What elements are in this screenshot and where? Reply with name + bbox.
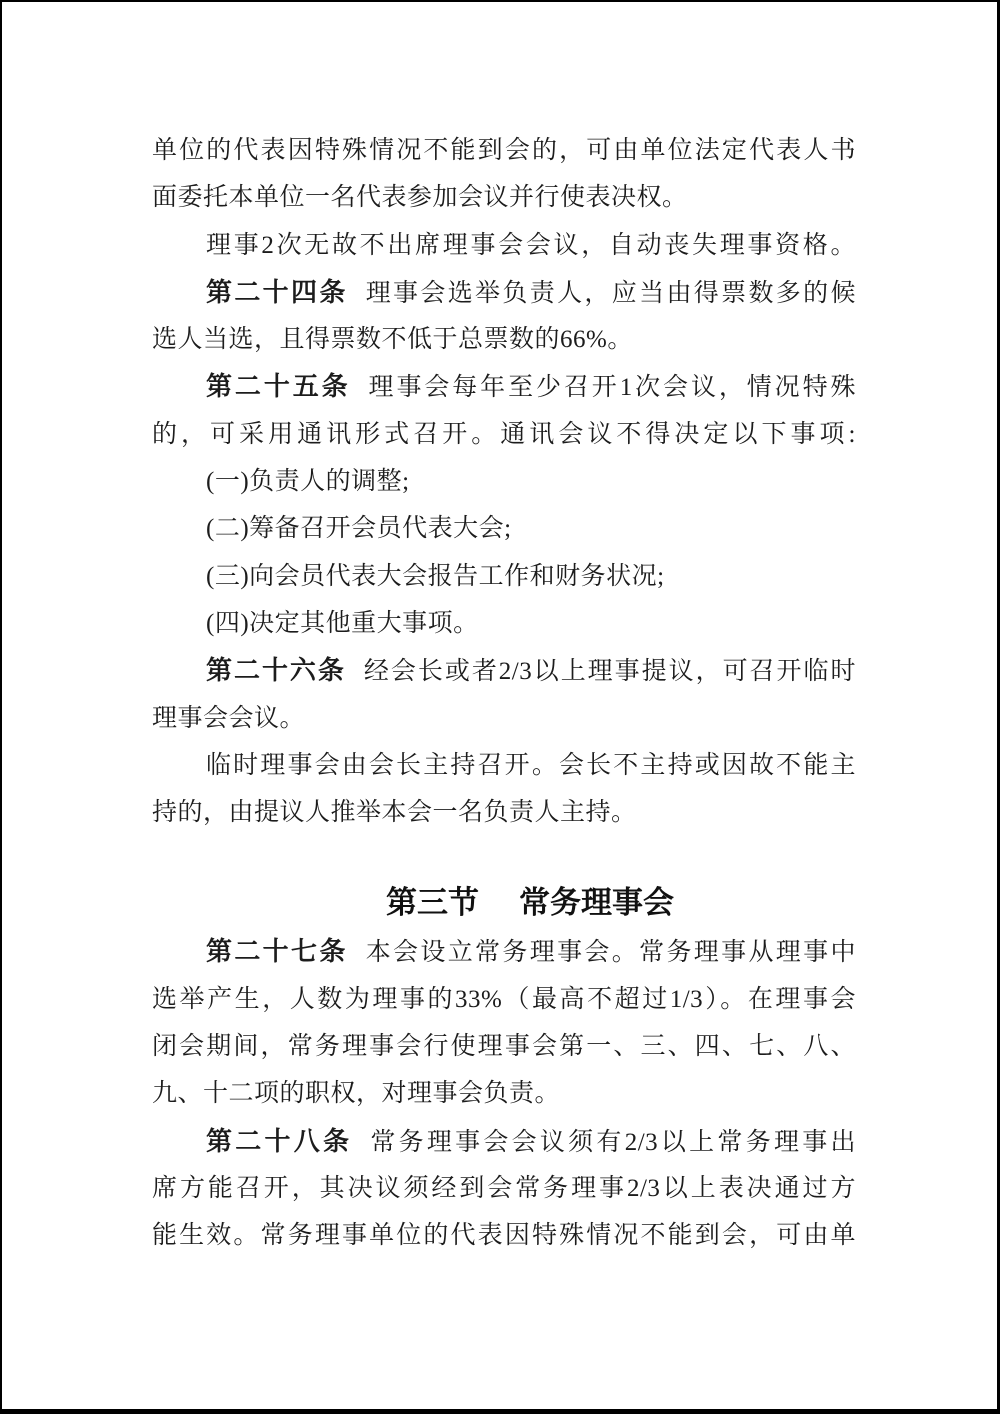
section-gap	[152, 836, 856, 878]
text-line	[152, 789, 856, 836]
text-line	[152, 647, 856, 694]
line-text: 九、十二项的职权，对理事会负责。	[152, 1080, 561, 1108]
text-line	[152, 363, 856, 410]
line-text: 临时理事会由会长主持召开。会长不主持或因故不能主	[206, 751, 856, 779]
text-line	[152, 1165, 856, 1212]
article-number: 第二十八条	[206, 1125, 353, 1156]
line-text: 理事2次无故不出席理事会会议，自动丧失理事资格。	[206, 231, 856, 259]
article-number: 第二十五条	[206, 371, 351, 402]
text-line	[152, 411, 856, 458]
list-item	[152, 600, 856, 647]
line-text: 理事会会议。	[152, 704, 306, 732]
article-number: 第二十七条	[206, 936, 348, 967]
text-line	[152, 695, 856, 742]
text-line	[152, 1118, 856, 1165]
text-line	[152, 1070, 856, 1117]
text-line	[152, 742, 856, 789]
line-text: 面委托本单位一名代表参加会议并行使表决权。	[152, 184, 688, 212]
text-line	[152, 127, 856, 174]
line-text: 经会长或者2/3以上理事提议，可召开临时	[363, 658, 856, 686]
line-text: 持的，由提议人推举本会一名负责人主持。	[152, 799, 637, 827]
line-text: 选举产生，人数为理事的33%（最高不超过1/3）。在理事会	[152, 985, 856, 1013]
list-item	[152, 505, 856, 552]
line-text: 常务理事会会议须有2/3以上常务理事出	[370, 1128, 856, 1156]
line-text: 席方能召开，其决议须经到会常务理事2/3以上表决通过方	[152, 1174, 856, 1202]
line-text: (二)筹备召开会员代表大会;	[206, 515, 512, 543]
document-body	[152, 127, 856, 1260]
article-number: 第二十四条	[206, 276, 348, 307]
line-text: 理事会每年至少召开1次会议，情况特殊	[368, 374, 856, 402]
list-item	[152, 553, 856, 600]
line-text: 的，可采用通讯形式召开。通讯会议不得决定以下事项:	[152, 420, 856, 448]
line-text: (三)向会员代表大会报告工作和财务状况;	[206, 562, 665, 590]
line-text: 单位的代表因特殊情况不能到会的，可由单位法定代表人书	[152, 137, 856, 164]
line-text: 闭会期间，常务理事会行使理事会第一、三、四、七、八、	[152, 1033, 856, 1061]
text-line	[152, 222, 856, 269]
section-heading	[204, 878, 856, 928]
text-line	[152, 1023, 856, 1070]
section-number: 第三节	[386, 885, 479, 921]
list-item	[152, 458, 856, 505]
text-line	[152, 1212, 856, 1259]
article-number: 第二十六条	[206, 655, 346, 686]
line-text: 理事会选举负责人，应当由得票数多的候	[365, 279, 856, 307]
text-line	[152, 976, 856, 1023]
text-line	[152, 269, 856, 316]
section-title: 常务理事会	[519, 885, 674, 921]
line-text: 选人当选，且得票数不低于总票数的66%。	[152, 326, 633, 354]
line-text: 能生效。常务理事单位的代表因特殊情况不能到会，可由单	[152, 1222, 856, 1250]
text-line	[152, 928, 856, 975]
text-line	[152, 174, 856, 221]
line-text: (一)负责人的调整;	[206, 468, 410, 496]
text-line	[152, 316, 856, 363]
line-text: (四)决定其他重大事项。	[206, 609, 479, 637]
line-text: 本会设立常务理事会。常务理事从理事中	[365, 939, 856, 967]
